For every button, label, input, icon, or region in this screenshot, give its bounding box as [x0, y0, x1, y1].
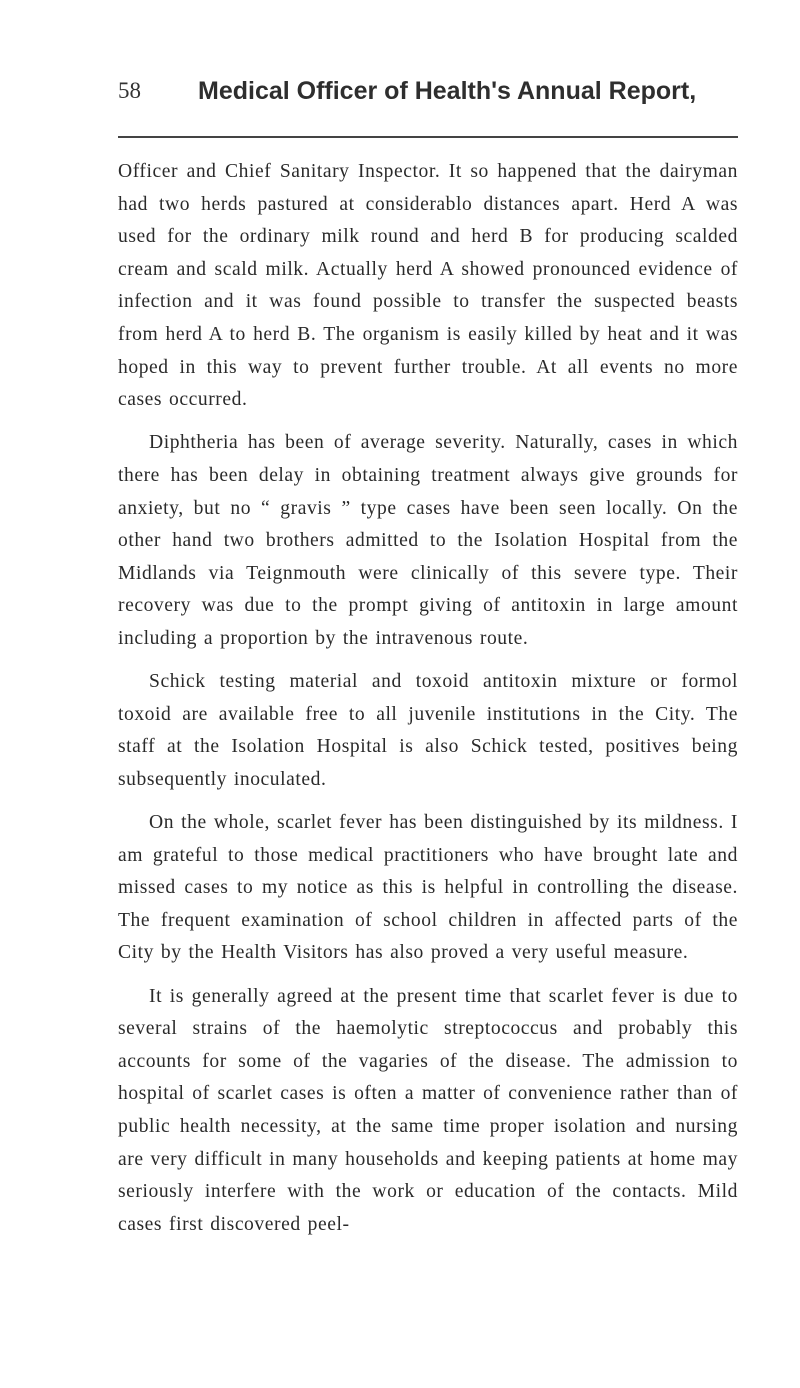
report-body	[118, 156, 738, 1252]
paragraph-scarlet-fever-causes: It is generally agreed at the present time that scarlet fever is due to several strains of the haemolytic streptococcus and probably this accounts for some of the vagaries of the disease. The admission to hospital of scarlet cases is often a matter of convenience rather than of public health necessity, at the same time proper isolation and nursing are very difficult in many households and keeping patients at home may seriously interfere with the work or education of the contacts. Mild cases first discovered peel-	[118, 985, 738, 1235]
running-header	[0, 76, 800, 136]
paragraph-dairy-herds: Officer and Chief Sanitary Inspector. It so happened that the dairyman had two herds pastured at considerablo distances apart. Herd A was used for the ordinary milk round and herd B for producing scalded cream and scald milk. Actually herd A showed pronounced evidence of infection and it was found possible to transfer the suspected beasts from herd A to herd B. The organism is easily killed by heat and it was hoped in this way to prevent further trouble. At all events no more cases occurred.	[118, 161, 738, 411]
paragraph-scarlet-fever-mildness: On the whole, scarlet fever has been distinguished by its mildness. I am grateful to those medical practitioners who have brought late and missed cases to my notice as this is helpful in controlling the disease. The frequent examination of school children in affected parts of the City by the Health Visitors has also proved a very useful measure.	[118, 812, 738, 964]
header-rule	[118, 136, 738, 138]
paragraph-diphtheria: Diphtheria has been of average severity. Naturally, cases in which there has been delay in obtaining treatment always give grounds for anxiety, but no “ gravis ” type cases have been seen locally. On the other hand two brothers admitted to the Isolation Hospital from the Midlands via Teignmouth were clinically of this severe type. Their recovery was due to the prompt giving of antitoxin in large amount including a proportion by the intravenous route.	[118, 432, 738, 649]
running-title: Medical Officer of Health's Annual Report,	[198, 77, 697, 105]
page-number: 58	[118, 78, 141, 103]
paragraph-schick-testing: Schick testing material and toxoid antitoxin mixture or formol toxoid are available free to all juvenile institutions in the City. The staff at the Isolation Hospital is also Schick tested, positives being subsequently inoculated.	[118, 671, 738, 790]
